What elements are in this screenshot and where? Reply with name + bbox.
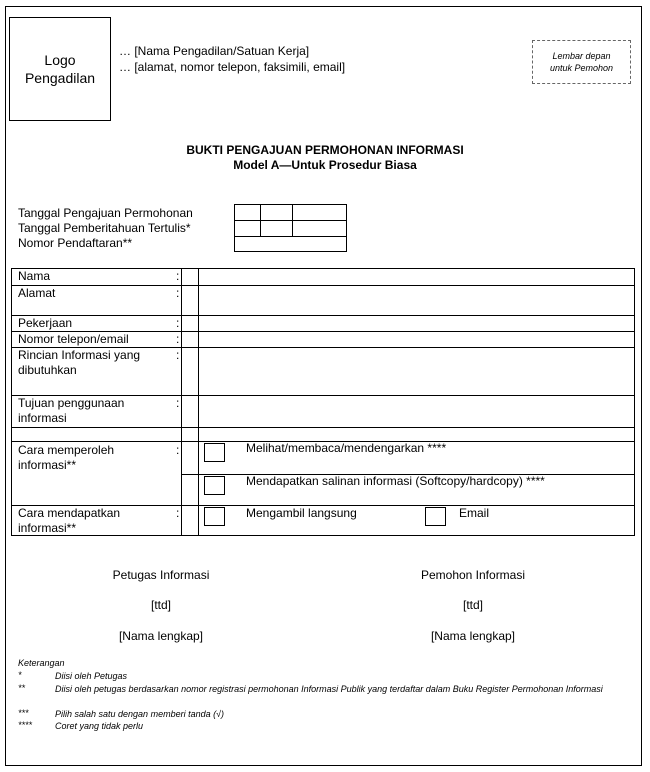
table-row-line xyxy=(12,315,634,316)
table-row-line xyxy=(12,285,634,286)
colon: : xyxy=(176,506,180,520)
officer-title: Petugas Informasi xyxy=(112,568,210,582)
note-symbol: *** xyxy=(18,708,29,718)
info-detail-label: Rincian Informasi yang dibutuhkan xyxy=(18,348,141,377)
colon: : xyxy=(176,286,180,300)
pickup-checkbox[interactable] xyxy=(204,507,225,526)
purpose-label: Tujuan penggunaan informasi xyxy=(18,396,125,425)
note-text: Diisi oleh petugas berdasarkan nomor registrasi permohonan Informasi Publik yang terdaftar dalam Buku Register Permohonan Informasi xyxy=(55,684,603,694)
email-option: Email xyxy=(459,506,490,520)
note-item xyxy=(18,720,628,732)
court-logo-placeholder: Logo Pengadilan xyxy=(9,17,111,121)
grid-line xyxy=(292,205,293,237)
table-divider xyxy=(198,269,199,535)
colon: : xyxy=(176,332,180,346)
note-item xyxy=(18,670,628,682)
view-read-listen-option: Melihat/membaca/mendengarkan **** xyxy=(246,441,447,455)
colon: : xyxy=(176,316,180,330)
document-title: BUKTI PENGAJUAN PERMOHONAN INFORMASI xyxy=(186,143,464,157)
note-text: Coret yang tidak perlu xyxy=(55,721,144,731)
notes-section xyxy=(18,658,628,748)
grid-line xyxy=(260,205,261,237)
email-checkbox[interactable] xyxy=(425,507,446,526)
colon: : xyxy=(176,443,180,457)
officer-name: [Nama lengkap] xyxy=(118,629,204,643)
copy-label: Lembar depan untuk Pemohon xyxy=(532,40,631,84)
officer-signature: [ttd] xyxy=(150,598,171,612)
notes-heading: Keterangan xyxy=(18,658,65,668)
grid-line xyxy=(235,236,346,237)
applicant-name: [Nama lengkap] xyxy=(430,629,516,643)
date-entry-grid[interactable] xyxy=(234,204,347,252)
court-address: … [alamat, nomor telepon, faksimili, email] xyxy=(119,60,346,74)
table-divider xyxy=(181,269,182,535)
job-label: Pekerjaan xyxy=(18,316,73,330)
applicant-signature: [ttd] xyxy=(462,598,483,612)
applicant-title: Pemohon Informasi xyxy=(420,568,526,582)
note-text: Pilih salah satu dengan memberi tanda (√) xyxy=(55,709,225,719)
note-item xyxy=(18,708,628,720)
note-item xyxy=(18,683,628,707)
phone-email-label: Nomor telepon/email xyxy=(18,332,129,346)
copy-checkbox[interactable] xyxy=(204,476,225,495)
receive-method-label: Cara mendapatkan informasi** xyxy=(18,506,121,535)
note-text: Diisi oleh Petugas xyxy=(55,671,128,681)
copy-option: Mendapatkan salinan informasi (Softcopy/hardcopy) **** xyxy=(246,474,545,488)
grid-line xyxy=(235,220,346,221)
note-symbol: ** xyxy=(18,683,26,693)
view-read-listen-checkbox[interactable] xyxy=(204,443,225,462)
document-subtitle: Model A—Untuk Prosedur Biasa xyxy=(233,158,417,172)
colon: : xyxy=(176,348,180,362)
address-label: Alamat xyxy=(18,286,56,300)
note-symbol: * xyxy=(18,670,22,680)
name-label: Nama xyxy=(18,269,51,283)
submission-date-label: Tanggal Pengajuan Permohonan xyxy=(18,206,193,220)
registration-number-label: Nomor Pendaftaran** xyxy=(18,236,133,250)
table-row-line xyxy=(12,427,634,428)
pickup-option: Mengambil langsung xyxy=(246,506,357,520)
colon: : xyxy=(176,396,180,410)
notice-date-label: Tanggal Pemberitahuan Tertulis* xyxy=(18,221,191,235)
obtain-method-label: Cara memperoleh informasi** xyxy=(18,443,115,472)
court-name: … [Nama Pengadilan/Satuan Kerja] xyxy=(119,44,310,58)
colon: : xyxy=(176,269,180,283)
note-symbol: **** xyxy=(18,720,33,730)
